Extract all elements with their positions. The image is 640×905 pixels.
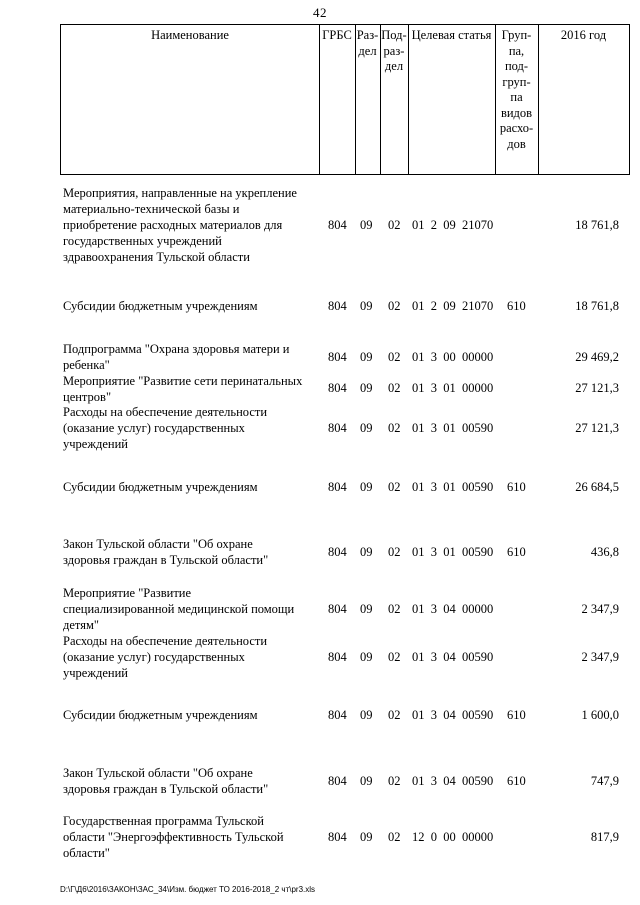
row-podrazdel: 02 bbox=[388, 421, 401, 435]
row-name: Государственная программа Тульской области "Энергоэффективность Тульской области" bbox=[63, 814, 284, 860]
row-razdel: 09 bbox=[360, 650, 373, 664]
row-sum: 2 347,9 bbox=[581, 650, 619, 664]
row-target: 01 3 04 00590 bbox=[412, 708, 494, 722]
row-sum: 27 121,3 bbox=[575, 421, 619, 435]
row-grbs: 804 bbox=[328, 350, 347, 364]
row-razdel: 09 bbox=[360, 421, 373, 435]
file-path-footer: D:\Г\Д6\2016\ЗАКОН\ЗАС_34\Изм. бюджет ТО 2016-2018_2 чт\pr3.xls bbox=[60, 885, 316, 894]
row-podrazdel: 02 bbox=[388, 350, 401, 364]
row-target: 01 2 09 21070 bbox=[412, 299, 494, 313]
row-podrazdel: 02 bbox=[388, 480, 401, 494]
row-razdel: 09 bbox=[360, 774, 373, 788]
row-podrazdel: 02 bbox=[388, 381, 401, 395]
row-name: Мероприятие "Развитие сети перинатальных центров" bbox=[63, 374, 303, 404]
row-group: 610 bbox=[507, 774, 526, 788]
row-grbs: 804 bbox=[328, 774, 347, 788]
row-target: 01 3 04 00590 bbox=[412, 774, 494, 788]
row-podrazdel: 02 bbox=[388, 299, 401, 313]
row-target: 01 3 01 00590 bbox=[412, 480, 494, 494]
row-sum: 26 684,5 bbox=[575, 480, 619, 494]
header-podrazdel: Под- раз- дел bbox=[381, 28, 407, 73]
row-razdel: 09 bbox=[360, 381, 373, 395]
row-razdel: 09 bbox=[360, 480, 373, 494]
row-grbs: 804 bbox=[328, 381, 347, 395]
row-target: 01 3 04 00590 bbox=[412, 650, 494, 664]
row-podrazdel: 02 bbox=[388, 218, 401, 232]
row-razdel: 09 bbox=[360, 602, 373, 616]
header-grbs: ГРБС bbox=[322, 28, 352, 42]
row-sum: 747,9 bbox=[590, 774, 619, 788]
row-name: Субсидии бюджетным учреждениям bbox=[63, 299, 258, 313]
row-name: Субсидии бюджетным учреждениям bbox=[63, 708, 258, 722]
row-razdel: 09 bbox=[360, 350, 373, 364]
row-target: 01 3 04 00000 bbox=[412, 602, 494, 616]
row-group: 610 bbox=[507, 299, 526, 313]
row-name: Расходы на обеспечение деятельности (оказание услуг) государственных учреждений bbox=[63, 634, 268, 680]
row-podrazdel: 02 bbox=[388, 545, 401, 559]
row-grbs: 804 bbox=[328, 650, 347, 664]
row-name: Подпрограмма "Охрана здоровья матери и ребенка" bbox=[63, 342, 290, 372]
row-podrazdel: 02 bbox=[388, 774, 401, 788]
row-grbs: 804 bbox=[328, 830, 347, 844]
row-sum: 2 347,9 bbox=[581, 602, 619, 616]
row-name: Субсидии бюджетным учреждениям bbox=[63, 480, 258, 494]
row-target: 01 3 01 00000 bbox=[412, 381, 494, 395]
table-header bbox=[60, 24, 630, 175]
row-grbs: 804 bbox=[328, 421, 347, 435]
row-name: Мероприятие "Развитие специализированной медицинской помощи детям" bbox=[63, 586, 295, 632]
row-name: Закон Тульской области "Об охране здоровья граждан в Тульской области" bbox=[63, 766, 269, 796]
row-razdel: 09 bbox=[360, 299, 373, 313]
header-group: Груп- па, под- груп- па видов расхо- дов bbox=[499, 28, 534, 151]
row-sum: 18 761,8 bbox=[575, 218, 619, 232]
row-grbs: 804 bbox=[328, 708, 347, 722]
row-name: Мероприятия, направленные на укрепление материально-технической базы и приобретение расходных материалов для государственных учреждений здравоохранения Тульской области bbox=[63, 186, 297, 264]
row-target: 12 0 00 00000 bbox=[412, 830, 494, 844]
row-podrazdel: 02 bbox=[388, 650, 401, 664]
row-podrazdel: 02 bbox=[388, 602, 401, 616]
header-name: Наименование bbox=[151, 28, 229, 42]
row-sum: 27 121,3 bbox=[575, 381, 619, 395]
row-sum: 18 761,8 bbox=[575, 299, 619, 313]
row-sum: 29 469,2 bbox=[575, 350, 619, 364]
row-podrazdel: 02 bbox=[388, 708, 401, 722]
row-target: 01 3 01 00590 bbox=[412, 421, 494, 435]
header-razdel: Раз- дел bbox=[356, 28, 379, 58]
row-razdel: 09 bbox=[360, 708, 373, 722]
row-grbs: 804 bbox=[328, 545, 347, 559]
row-grbs: 804 bbox=[328, 480, 347, 494]
row-group: 610 bbox=[507, 545, 526, 559]
row-podrazdel: 02 bbox=[388, 830, 401, 844]
row-target: 01 3 01 00590 bbox=[412, 545, 494, 559]
row-razdel: 09 bbox=[360, 218, 373, 232]
row-name: Расходы на обеспечение деятельности (оказание услуг) государственных учреждений bbox=[63, 405, 268, 451]
page-number: 42 bbox=[313, 5, 327, 20]
header-target: Целевая статья bbox=[411, 28, 492, 42]
row-sum: 1 600,0 bbox=[581, 708, 619, 722]
row-sum: 436,8 bbox=[590, 545, 619, 559]
row-name: Закон Тульской области "Об охране здоровья граждан в Тульской области" bbox=[63, 537, 269, 567]
row-group: 610 bbox=[507, 708, 526, 722]
row-group: 610 bbox=[507, 480, 526, 494]
row-razdel: 09 bbox=[360, 545, 373, 559]
row-sum: 817,9 bbox=[590, 830, 619, 844]
row-grbs: 804 bbox=[328, 218, 347, 232]
header-year: 2016 год bbox=[560, 28, 607, 42]
row-target: 01 2 09 21070 bbox=[412, 218, 494, 232]
row-razdel: 09 bbox=[360, 830, 373, 844]
row-grbs: 804 bbox=[328, 299, 347, 313]
row-target: 01 3 00 00000 bbox=[412, 350, 494, 364]
row-grbs: 804 bbox=[328, 602, 347, 616]
